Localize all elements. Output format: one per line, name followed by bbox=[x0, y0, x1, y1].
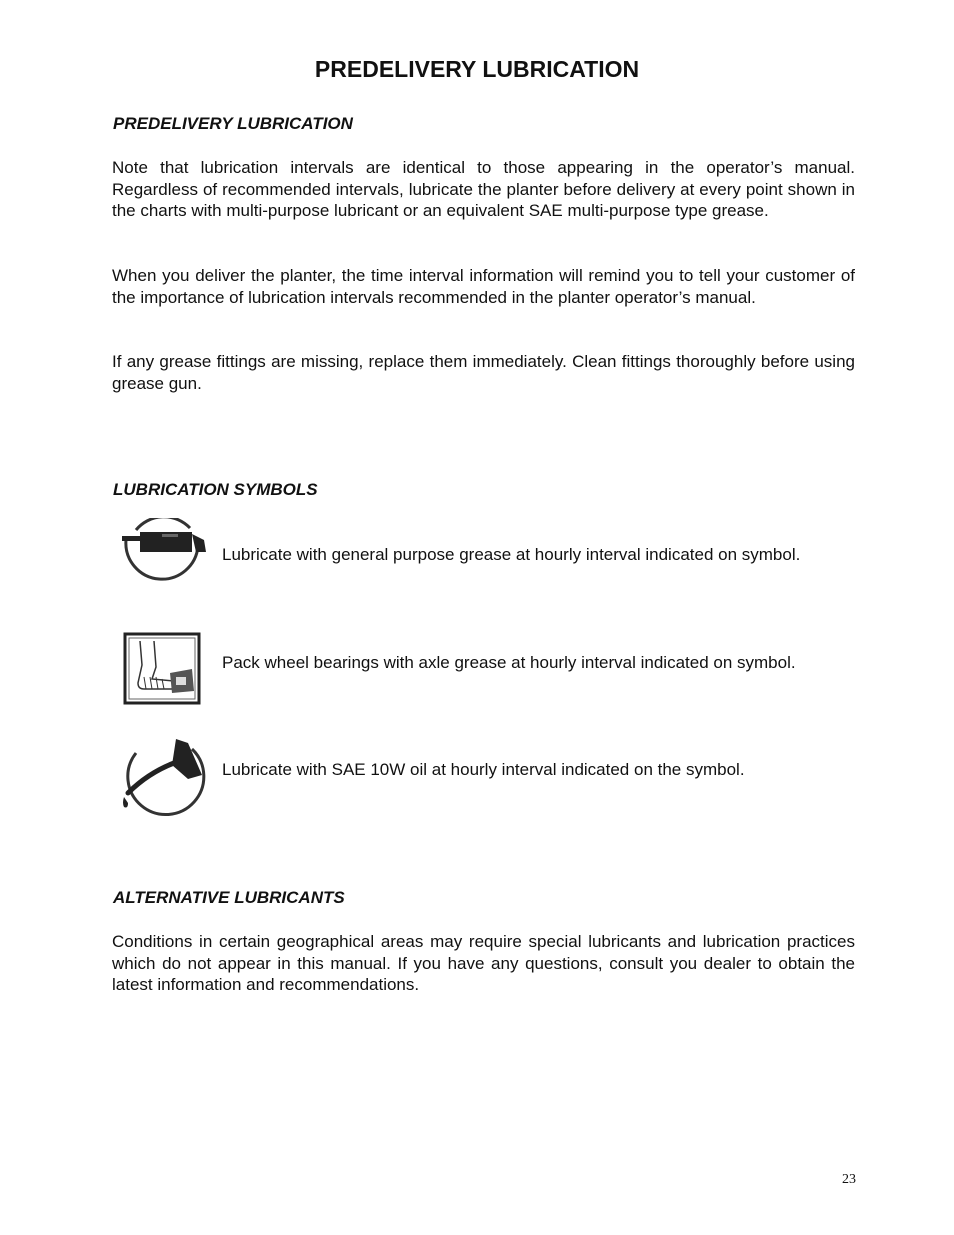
section-heading-alternative: ALTERNATIVE LUBRICANTS bbox=[113, 888, 345, 907]
section-heading-predelivery: PREDELIVERY LUBRICATION bbox=[113, 114, 353, 133]
symbol-text-bearing: Pack wheel bearings with axle grease at hourly interval indicated on symbol. bbox=[222, 653, 796, 672]
symbol-text-grease: Lubricate with general purpose grease at hourly interval indicated on symbol. bbox=[222, 545, 801, 564]
paragraph-delivery: When you deliver the planter, the time interval information will remind you to tell your customer of the importance of lubrication intervals recommended in the planter operator’s manual. bbox=[112, 266, 855, 307]
symbol-row-bearing bbox=[112, 631, 856, 707]
page-number: 23 bbox=[842, 1172, 856, 1187]
symbol-row-grease bbox=[112, 518, 856, 604]
paragraph-alternative: Conditions in certain geographical areas may require special lubricants and lubrication practices which do not appear in this manual. If you have any questions, consult you dealer to obtain the latest information and recommendations. bbox=[112, 932, 855, 994]
symbol-text-oil: Lubricate with SAE 10W oil at hourly interval indicated on the symbol. bbox=[222, 760, 745, 779]
paragraph-intervals: Note that lubrication intervals are identical to those appearing in the operator’s manual. Regardless of recommended intervals, lubricate the planter before delivery at every point shown in the charts with multi-purpose lubricant or an equivalent SAE multi-purpose type grease. bbox=[112, 158, 855, 220]
hand-packing-bearing-icon bbox=[112, 631, 212, 707]
symbol-row-oil bbox=[112, 737, 856, 823]
paragraph-fittings: If any grease fittings are missing, replace them immediately. Clean fittings thoroughly before using grease gun. bbox=[112, 352, 855, 393]
page-title: PREDELIVERY LUBRICATION bbox=[314, 56, 640, 82]
section-heading-symbols: LUBRICATION SYMBOLS bbox=[113, 480, 318, 499]
oil-can-icon bbox=[112, 737, 212, 823]
grease-gun-icon bbox=[112, 518, 212, 604]
